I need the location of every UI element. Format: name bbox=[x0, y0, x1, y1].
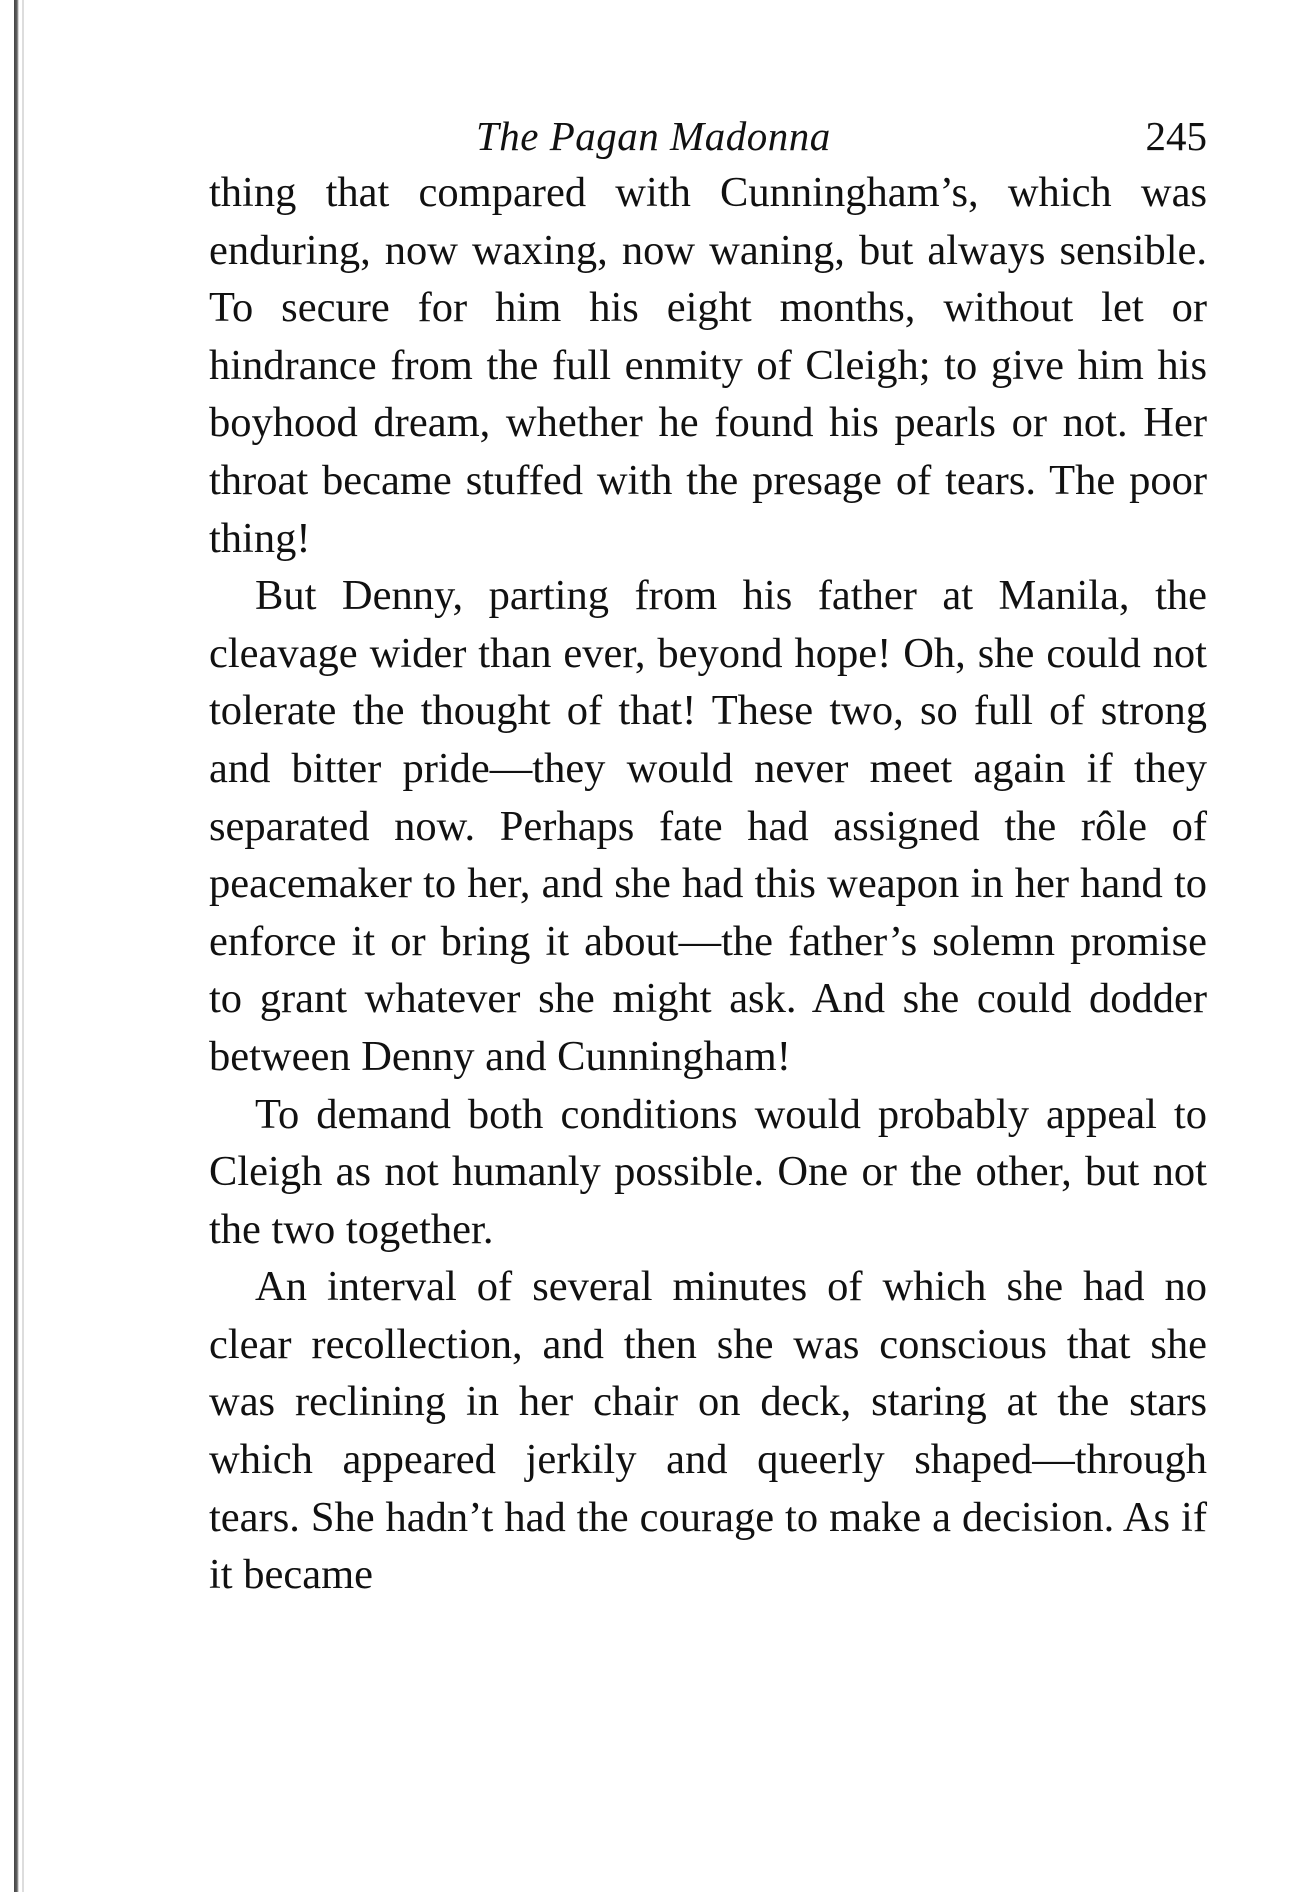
paragraph: An interval of several minutes of which she had no clear recollection, and then she was conscious that she was reclining in her chair on deck, staring at the stars which appeared jerkily and queerly shaped—through tears. She hadn’t had the courage to make a decision. As if it became bbox=[209, 1263, 1207, 1599]
scan-binding-shadow bbox=[22, 0, 24, 1892]
paragraph-continued: thing that compared with Cunningham’s, which was enduring, now waxing, now waning, but always sensible. To secure for him his eight months, without let or hindrance from the full enmity of Cleigh; to give him his boyhood dream, whether he found his pearls or not. Her throat became stuffed with the presage of tears. The poor thing! bbox=[209, 169, 1207, 562]
page-body bbox=[209, 164, 1207, 1604]
paragraph: But Denny, parting from his father at Manila, the cleavage wider than ever, beyond hope! Oh, she could not tolerate the thought of that! These two, so full of strong and bitter pride—they would never meet again if they separated now. Perhaps fate had assigned the rôle of peacemaker to her, and she had this weapon in her hand to enforce it or bring it about—the father’s solemn promise to grant whatever she might ask. And she could dodder between Denny and Cunningham! bbox=[209, 572, 1207, 1080]
scan-binding-edge bbox=[14, 0, 19, 1892]
book-page bbox=[209, 108, 1207, 1604]
page-number: 245 bbox=[1145, 113, 1207, 159]
paragraph: To demand both conditions would probably appeal to Cleigh as not humanly possible. One or the other, but not the two together. bbox=[209, 1090, 1207, 1253]
running-title: The Pagan Madonna bbox=[476, 113, 831, 159]
running-header bbox=[209, 108, 1207, 164]
